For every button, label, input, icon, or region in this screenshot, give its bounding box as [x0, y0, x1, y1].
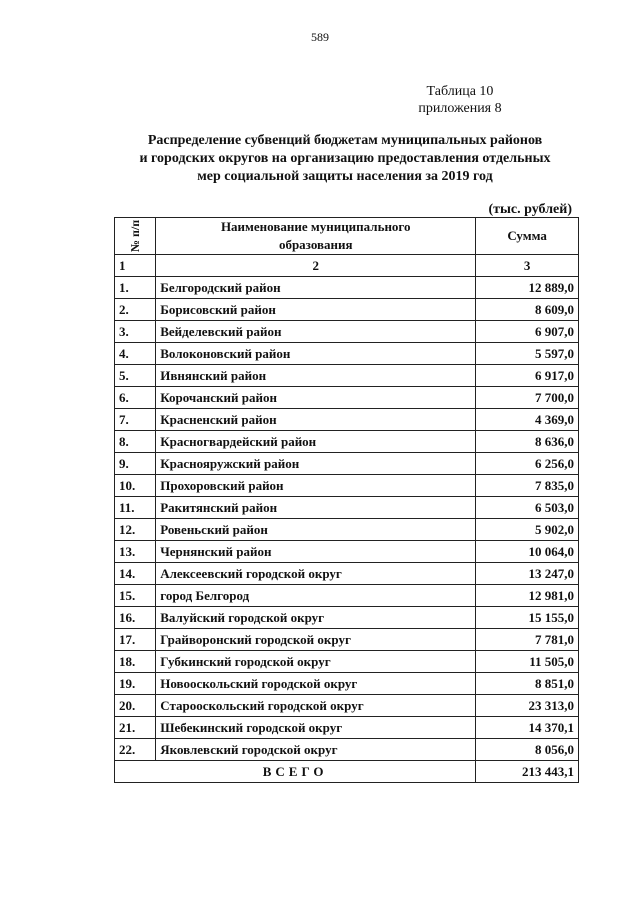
- total-label: ВСЕГО: [115, 761, 476, 783]
- subsidy-amount: 10 064,0: [476, 541, 579, 563]
- title-line-3: мер социальной защиты населения за 2019 год: [197, 169, 493, 184]
- row-number: 5.: [115, 365, 156, 387]
- column-index-row: [115, 255, 579, 277]
- municipality-name: Ровеньский район: [156, 519, 476, 541]
- subsidy-amount: 4 369,0: [476, 409, 579, 431]
- table-row: [115, 299, 579, 321]
- subsidy-amount: 8 851,0: [476, 673, 579, 695]
- row-number: 12.: [115, 519, 156, 541]
- column-index-3: 3: [476, 255, 579, 277]
- table-row: [115, 409, 579, 431]
- table-row: [115, 277, 579, 299]
- table-number: Таблица 10: [426, 84, 494, 99]
- row-number: 18.: [115, 651, 156, 673]
- column-index-2: 2: [156, 255, 476, 277]
- row-number: 13.: [115, 541, 156, 563]
- subsidy-amount: 14 370,1: [476, 717, 579, 739]
- municipality-name: Шебекинский городской округ: [156, 717, 476, 739]
- header-number: № п/п: [115, 218, 156, 255]
- header-name: [156, 218, 476, 255]
- municipality-name: Ивнянский район: [156, 365, 476, 387]
- table-row: [115, 519, 579, 541]
- municipality-name: Волоконовский район: [156, 343, 476, 365]
- total-row: [115, 761, 579, 783]
- table-row: [115, 453, 579, 475]
- row-number: 20.: [115, 695, 156, 717]
- row-number: 6.: [115, 387, 156, 409]
- row-number: 11.: [115, 497, 156, 519]
- subsidy-amount: 8 056,0: [476, 739, 579, 761]
- table-body: [115, 277, 579, 761]
- subsidy-amount: 12 889,0: [476, 277, 579, 299]
- header-sum: Сумма: [476, 218, 579, 255]
- table-row: [115, 673, 579, 695]
- subsidy-amount: 11 505,0: [476, 651, 579, 673]
- subsidies-table: [114, 217, 579, 783]
- table-row: [115, 431, 579, 453]
- subsidy-amount: 6 907,0: [476, 321, 579, 343]
- document-title: [110, 132, 580, 186]
- municipality-name: город Белгород: [156, 585, 476, 607]
- page-number: 589: [311, 30, 329, 44]
- row-number: 10.: [115, 475, 156, 497]
- row-number: 21.: [115, 717, 156, 739]
- table-row: [115, 695, 579, 717]
- header-name-line-1: Наименование муниципального: [220, 219, 411, 234]
- row-number: 14.: [115, 563, 156, 585]
- municipality-name: Алексеевский городской округ: [156, 563, 476, 585]
- table-row: [115, 607, 579, 629]
- municipality-name: Вейделевский район: [156, 321, 476, 343]
- row-number: 2.: [115, 299, 156, 321]
- subsidy-amount: 7 835,0: [476, 475, 579, 497]
- row-number: 3.: [115, 321, 156, 343]
- appendix-reference: приложения 8: [418, 101, 502, 116]
- title-line-2: и городских округов на организацию предоставления отдельных: [139, 151, 551, 166]
- row-number: 22.: [115, 739, 156, 761]
- column-index-1: 1: [115, 255, 156, 277]
- row-number: 16.: [115, 607, 156, 629]
- table-row: [115, 563, 579, 585]
- subsidy-amount: 8 609,0: [476, 299, 579, 321]
- municipality-name: Прохоровский район: [156, 475, 476, 497]
- table-reference: [380, 83, 540, 117]
- municipality-name: Губкинский городской округ: [156, 651, 476, 673]
- table-row: [115, 497, 579, 519]
- table-row: [115, 585, 579, 607]
- table-row: [115, 739, 579, 761]
- row-number: 19.: [115, 673, 156, 695]
- subsidy-amount: 15 155,0: [476, 607, 579, 629]
- table-row: [115, 629, 579, 651]
- municipality-name: Борисовский район: [156, 299, 476, 321]
- table-row: [115, 343, 579, 365]
- municipality-name: Грайворонский городской округ: [156, 629, 476, 651]
- row-number: 9.: [115, 453, 156, 475]
- subsidy-amount: 7 700,0: [476, 387, 579, 409]
- municipality-name: Старооскольский городской округ: [156, 695, 476, 717]
- table-row: [115, 651, 579, 673]
- table-row: [115, 717, 579, 739]
- units-label: (тыс. рублей): [488, 202, 572, 217]
- row-number: 7.: [115, 409, 156, 431]
- municipality-name: Краснояружский район: [156, 453, 476, 475]
- table-row: [115, 387, 579, 409]
- total-sum: 213 443,1: [476, 761, 579, 783]
- row-number: 8.: [115, 431, 156, 453]
- table-row: [115, 321, 579, 343]
- header-name-line-2: образования: [278, 237, 353, 252]
- municipality-name: Новооскольский городской округ: [156, 673, 476, 695]
- row-number: 4.: [115, 343, 156, 365]
- table-row: [115, 541, 579, 563]
- subsidy-amount: 12 981,0: [476, 585, 579, 607]
- row-number: 15.: [115, 585, 156, 607]
- row-number: 1.: [115, 277, 156, 299]
- table-row: [115, 365, 579, 387]
- municipality-name: Красненский район: [156, 409, 476, 431]
- municipality-name: Чернянский район: [156, 541, 476, 563]
- title-line-1: Распределение субвенций бюджетам муниципальных районов: [147, 133, 543, 148]
- table-header-row: [115, 218, 579, 255]
- subsidy-amount: 23 313,0: [476, 695, 579, 717]
- subsidy-amount: 6 917,0: [476, 365, 579, 387]
- municipality-name: Корочанский район: [156, 387, 476, 409]
- municipality-name: Ракитянский район: [156, 497, 476, 519]
- municipality-name: Красногвардейский район: [156, 431, 476, 453]
- table-row: [115, 475, 579, 497]
- row-number: 17.: [115, 629, 156, 651]
- subsidy-amount: 8 636,0: [476, 431, 579, 453]
- subsidy-amount: 13 247,0: [476, 563, 579, 585]
- subsidy-amount: 5 902,0: [476, 519, 579, 541]
- municipality-name: Яковлевский городской округ: [156, 739, 476, 761]
- subsidy-amount: 6 256,0: [476, 453, 579, 475]
- municipality-name: Валуйский городской округ: [156, 607, 476, 629]
- subsidy-amount: 5 597,0: [476, 343, 579, 365]
- municipality-name: Белгородский район: [156, 277, 476, 299]
- subsidy-amount: 7 781,0: [476, 629, 579, 651]
- subsidy-amount: 6 503,0: [476, 497, 579, 519]
